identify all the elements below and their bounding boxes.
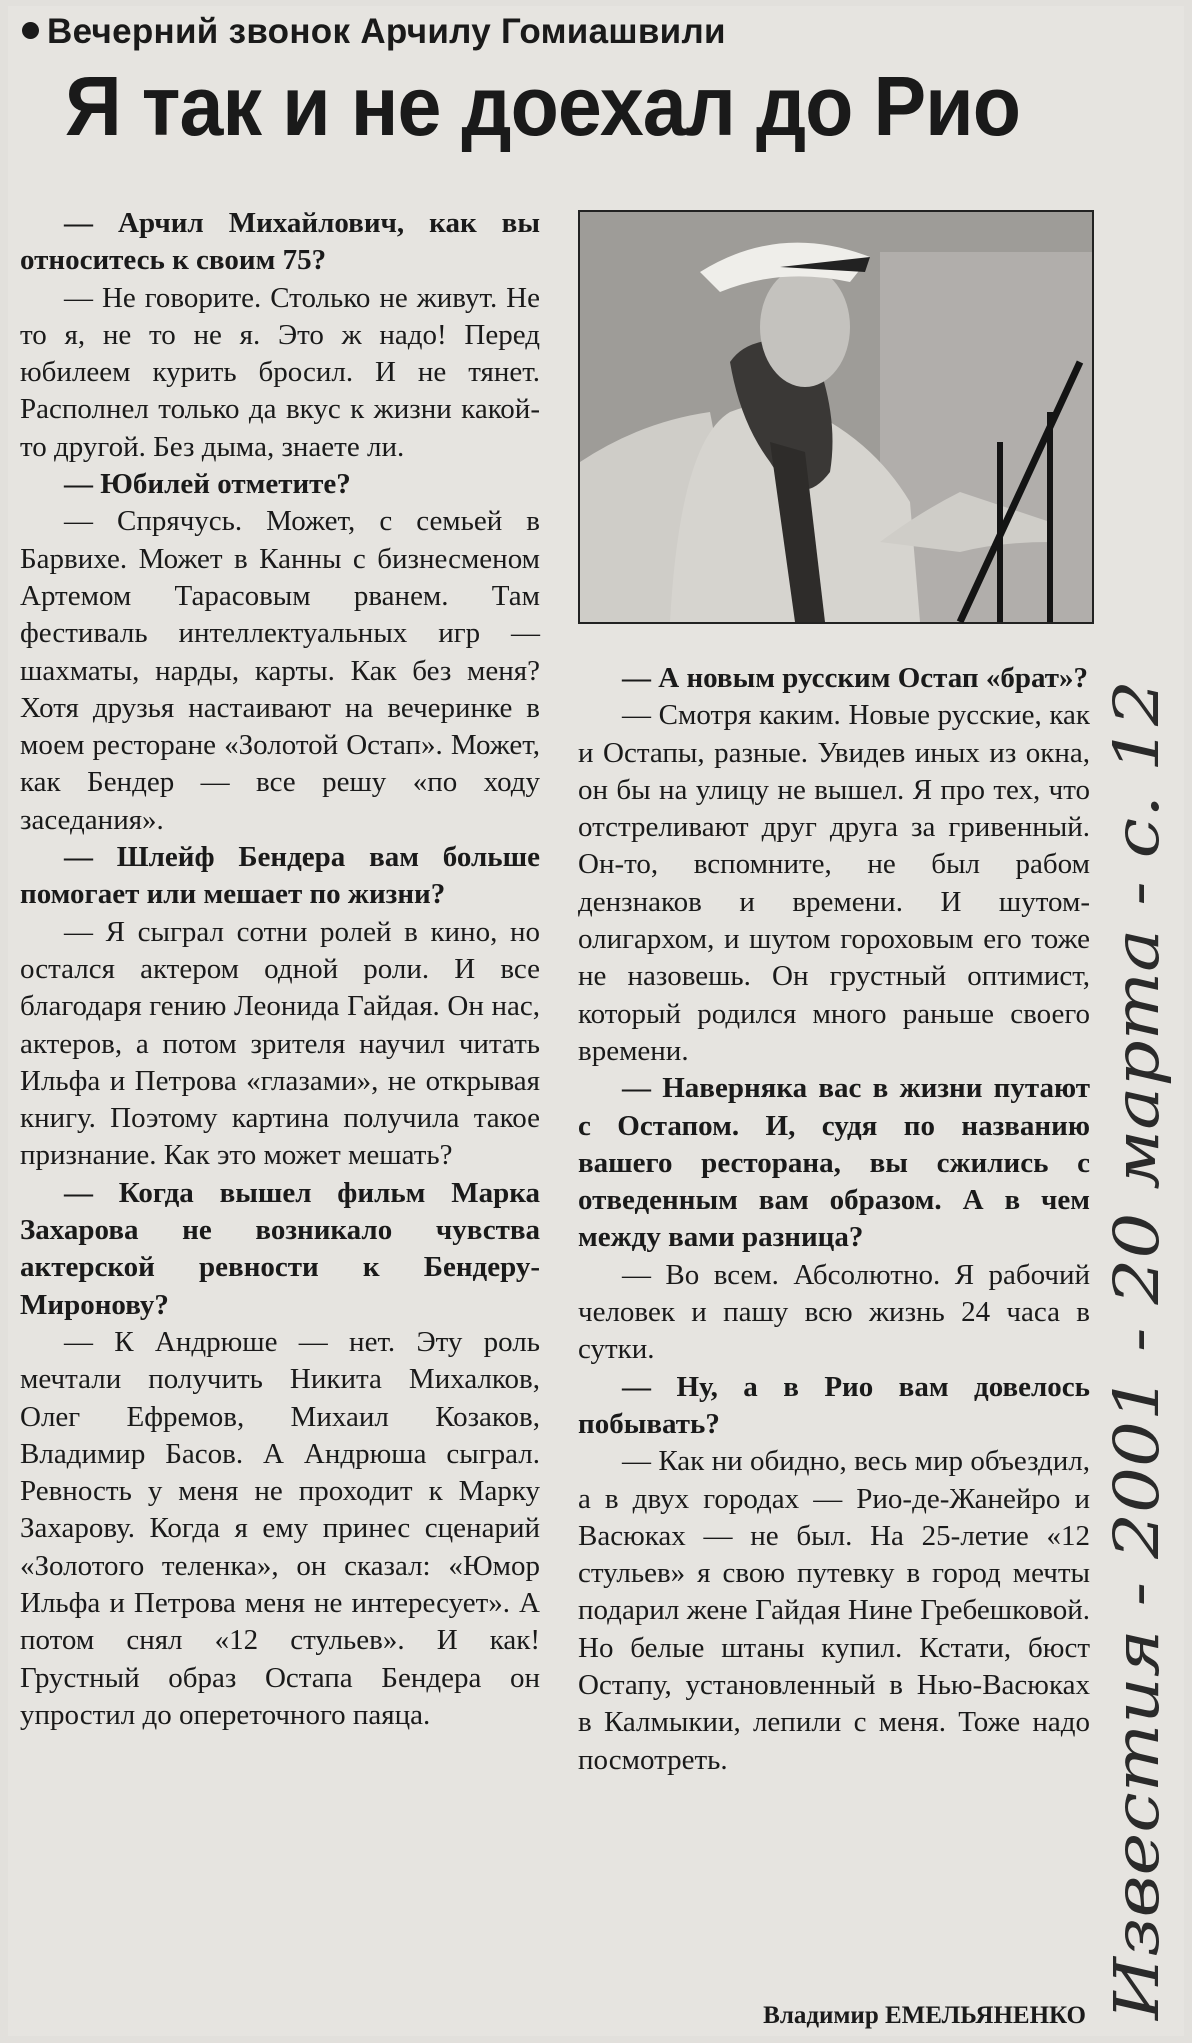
interview-answer: — К Андрюше — нет. Эту роль мечтали получить Никита Михалков, Олег Ефремов, Михаил Козаков, Владимир Басов. А Андрюша сыграл. Ревность у меня не проходит к Марку Захарову. Когда я ему принес сценарий «Золотого теленка», он сказал: «Юмор Ильфа и Петрова меня не интересует». А потом снял «12 стульев». И как! Грустный образ Остапа Бендера он упростил до опереточного паяца. [20, 1325, 540, 1731]
actor-portrait-photo [578, 210, 1094, 624]
photo-illustration [580, 212, 1092, 622]
interview-question: — Арчил Михайлович, как вы относитесь к своим 75? [20, 207, 540, 277]
byline: Владимир ЕМЕЛЬЯНЕНКО [763, 2002, 1086, 2029]
left-column [20, 205, 540, 1734]
headline: Я так и не доехал до Рио [65, 59, 1021, 153]
bullet-icon [22, 22, 39, 39]
interview-question: — Юбилей отметите? [64, 468, 351, 501]
handwritten-note-text: Известия - 2001 - 20 марта - с. 12 [1100, 870, 1173, 2020]
interview-question: — А новым русским Остап «брат»? [622, 662, 1088, 694]
right-column [578, 660, 1090, 1779]
interview-answer: — Я сыграл сотни ролей в кино, но остался актером одной роли. И все благодаря гению Леонида Гайдая. Он нас, актеров, а потом зрителя научил читать Ильфа и Петрова «глазами», не открывая книгу. Поэтому картина получила такое признание. Как это может мешать? [20, 915, 540, 1172]
interview-question: — Когда вышел фильм Марка Захарова не возникало чувства актерской ревности к Бендеру-Миронову? [20, 1176, 540, 1321]
interview-answer: — Смотря каким. Новые русские, как и Остапы, разные. Увидев иных из окна, он бы на улицу не вышел. Я про тех, что отстреливают друг друга за гривенный. Он-то, вспомните, не был рабом дензнаков и времени. И шутом-олигархом, и шутом гороховым его тоже не назовешь. Он грустный оптимист, который родился много раньше своего времени. [578, 699, 1090, 1067]
rubric [22, 12, 726, 52]
interview-answer: — Не говорите. Столько не живут. Не то я, не то не я. Это ж надо! Перед юбилеем курить бросил. И не тянет. Располнел только да вкус к жизни какой-то другой. Без дыма, знаете ли. [20, 281, 540, 463]
rubric-text: Вечерний звонок Арчилу Гомиашвили [47, 12, 726, 51]
interview-answer: — Как ни обидно, весь мир объездил, а в двух городах — Рио-де-Жанейро и Васюках — не был. На 25-летие «12 стульев» я свою путевку в город мечты подарил жене Гайдая Нине Гребешковой. Но белые штаны купил. Кстати, бюст Остапу, установленный в Нью-Васюках в Калмыкии, лепили с меня. Тоже надо посмотреть. [578, 1445, 1090, 1776]
interview-question: — Шлейф Бендера вам больше помогает или мешает по жизни? [20, 841, 540, 911]
interview-question: — Наверняка вас в жизни путают с Остапом. И, судя по названию вашего ресторана, вы сжились с отведенным вам образом. А в чем между вами разница? [578, 1072, 1090, 1254]
interview-answer: — Спрячусь. Может, с семьей в Барвихе. Может в Канны с бизнесменом Артемом Тарасовым рванем. Там фестиваль интеллектуальных игр — шахматы, нарды, карты. Как без меня? Хотя друзья настаивают на вечеринке в моем ресторане «Золотой Остап». Может, как Бендер — все решу «по ходу заседания». [20, 505, 540, 836]
interview-question: — Ну, а в Рио вам довелось побывать? [578, 1370, 1090, 1440]
interview-answer: — Во всем. Абсолютно. Я рабочий человек и пашу всю жизнь 24 часа в сутки. [578, 1258, 1090, 1366]
